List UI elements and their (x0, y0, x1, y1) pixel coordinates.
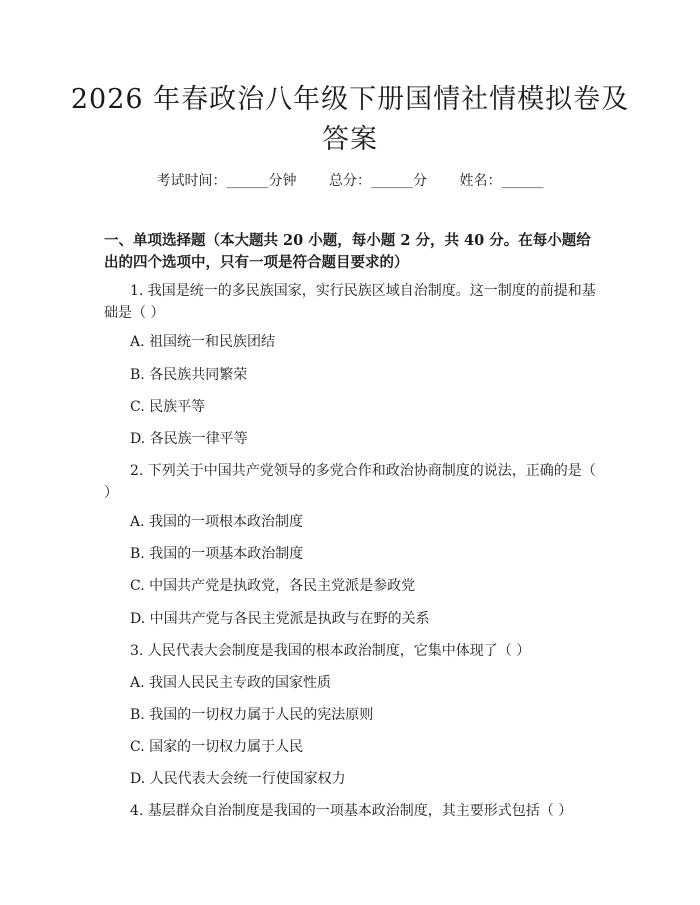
question-option: A. 祖国统一和民族团结 (130, 334, 276, 350)
question-option: D. 中国共产党与各民主党派是执政与在野的关系 (130, 611, 430, 627)
title-line-1: 2026 年春政治八年级下册国情社情模拟卷及 (70, 84, 630, 115)
section-heading: 一、单项选择题（本大题共 20 小题，每小题 2 分，共 40 分。在每小题给出的四个选项中，只有一项是符合题目要求的） (104, 232, 591, 271)
question-option: A. 我国的一项根本政治制度 (130, 514, 304, 530)
student-name: 姓名：______ (459, 173, 544, 189)
question-option: B. 我国的一项基本政治制度 (130, 546, 304, 562)
question-option: A. 我国人民民主专政的国家性质 (130, 675, 332, 691)
question-option: C. 国家的一切权力属于人民 (130, 739, 304, 755)
question-option: B. 我国的一切权力属于人民的宪法原则 (130, 707, 374, 723)
question-option: B. 各民族共同繁荣 (130, 367, 248, 383)
question-option: D. 人民代表大会统一行使国家权力 (130, 771, 346, 787)
question-option: C. 中国共产党是执政党，各民主党派是参政党 (130, 578, 416, 594)
title-line-2: 答案 (322, 124, 378, 155)
question-stem: 2. 下列关于中国共产党领导的多党合作和政治协商制度的说法，正确的是（ ） (104, 463, 596, 501)
total-score: 总分：______分 (329, 173, 427, 189)
question-stem: 3. 人民代表大会制度是我国的根本政治制度，它集中体现了（ ） (130, 643, 531, 659)
exam-info (0, 170, 700, 190)
question-stem: 4. 基层群众自治制度是我国的一项基本政治制度，其主要形式包括（ ） (130, 803, 573, 819)
page-title (60, 80, 640, 160)
exam-time: 考试时间：______分钟 (156, 173, 297, 189)
question-option: D. 各民族一律平等 (130, 431, 248, 447)
question-stem: 1. 我国是统一的多民族国家，实行民族区域自治制度。这一制度的前提和基础是（ ） (104, 283, 596, 321)
question-option: C. 民族平等 (130, 399, 206, 415)
